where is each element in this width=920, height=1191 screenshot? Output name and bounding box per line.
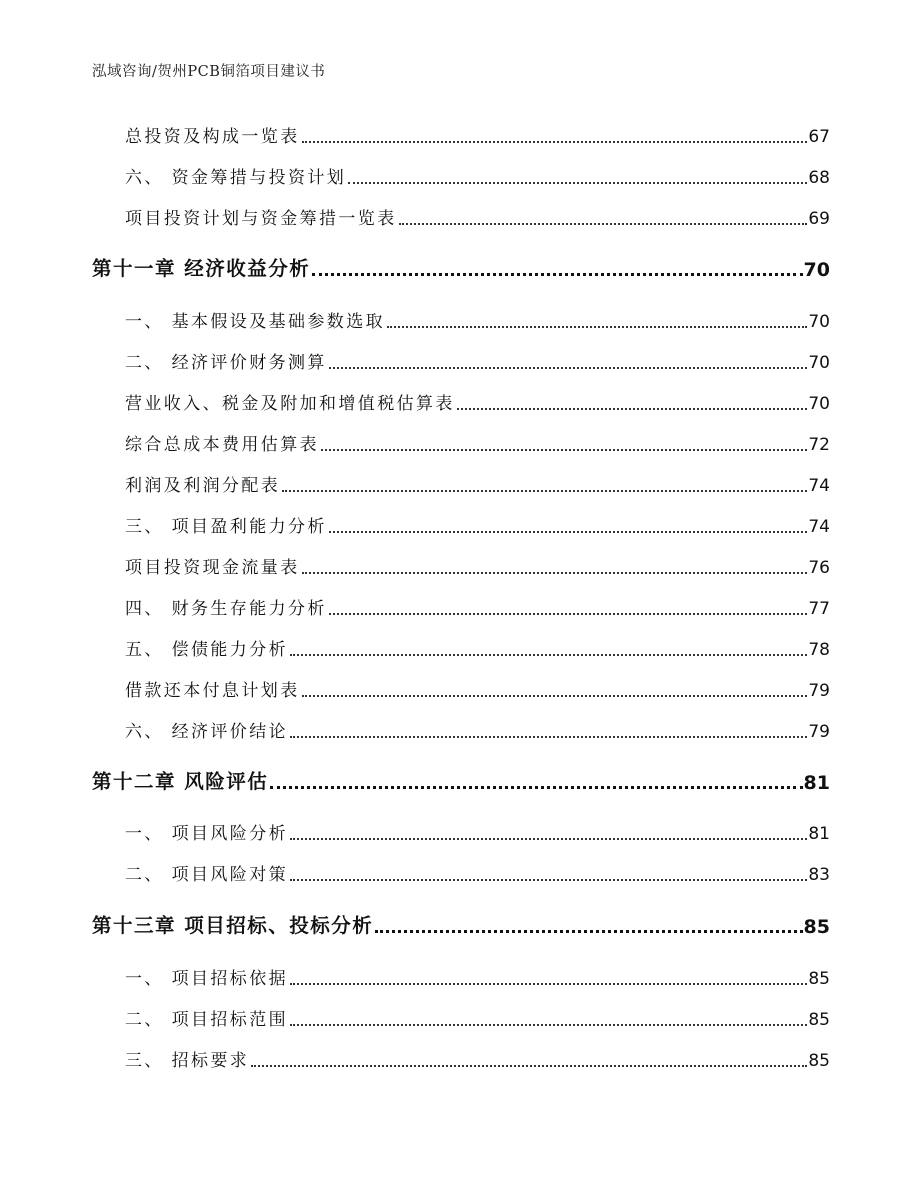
toc-entry[interactable] xyxy=(125,348,830,373)
toc-entry-title: 二、 项目风险对策 xyxy=(125,865,289,885)
toc-entry-title: 五、 偿债能力分析 xyxy=(125,640,289,660)
toc-entry-title: 二、 经济评价财务测算 xyxy=(125,353,327,373)
dot-leader xyxy=(290,637,807,656)
toc-entry-page: 78 xyxy=(808,640,830,660)
toc-entry-page: 69 xyxy=(808,209,830,229)
toc-entry-page: 68 xyxy=(808,168,830,188)
toc-chapter-entry[interactable] xyxy=(92,766,830,794)
dot-leader xyxy=(302,678,808,697)
toc-entry[interactable] xyxy=(125,1046,830,1071)
toc-entry-page: 70 xyxy=(803,259,830,281)
toc-entry-page: 83 xyxy=(808,865,830,885)
toc-entry-title: 一、 项目风险分析 xyxy=(125,824,289,844)
toc-entry-title: 一、 项目招标依据 xyxy=(125,969,289,989)
dot-leader xyxy=(329,350,808,369)
dot-leader xyxy=(312,254,802,277)
toc-entry[interactable] xyxy=(125,819,830,844)
toc-entry[interactable] xyxy=(125,964,830,989)
page-header: 泓域咨询/贺州PCB铜箔项目建议书 xyxy=(92,64,326,80)
dot-leader xyxy=(329,596,808,615)
toc-entry-page: 79 xyxy=(808,681,830,701)
toc-chapter-entry[interactable] xyxy=(92,253,830,281)
dot-leader xyxy=(290,719,807,738)
toc-entry[interactable] xyxy=(125,122,830,147)
toc-entry-page: 85 xyxy=(808,969,830,989)
toc-entry-page: 74 xyxy=(808,517,830,537)
toc-entry-page: 67 xyxy=(808,127,830,147)
dot-leader xyxy=(251,1048,807,1067)
toc-entry[interactable] xyxy=(125,635,830,660)
toc-entry-page: 76 xyxy=(808,558,830,578)
dot-leader xyxy=(282,473,807,492)
dot-leader xyxy=(270,767,802,790)
dot-leader xyxy=(321,432,807,451)
toc-entry-title: 第十二章 风险评估 xyxy=(92,770,269,793)
toc-entry[interactable] xyxy=(125,163,830,188)
toc-entry-page: 70 xyxy=(808,312,830,332)
toc-entry-title: 三、 招标要求 xyxy=(125,1051,250,1071)
dot-leader xyxy=(290,821,807,840)
dot-leader xyxy=(375,911,802,934)
toc-entry-page: 85 xyxy=(808,1010,830,1030)
toc-entry-page: 70 xyxy=(808,353,830,373)
toc-entry[interactable] xyxy=(125,389,830,414)
toc-entry-title: 二、 项目招标范围 xyxy=(125,1010,289,1030)
dot-leader xyxy=(302,124,808,143)
toc-entry-page: 74 xyxy=(808,476,830,496)
toc-entry-page: 81 xyxy=(808,824,830,844)
toc-entry-page: 70 xyxy=(808,394,830,414)
toc-entry-title: 三、 项目盈利能力分析 xyxy=(125,517,327,537)
toc-entry-page: 81 xyxy=(803,772,830,794)
toc-entry[interactable] xyxy=(125,860,830,885)
toc-entry-title: 第十三章 项目招标、投标分析 xyxy=(92,914,374,937)
dot-leader xyxy=(457,391,808,410)
toc-entry-title: 六、 资金筹措与投资计划 xyxy=(125,168,347,188)
toc-entry-title: 六、 经济评价结论 xyxy=(125,722,289,742)
toc-entry[interactable] xyxy=(125,1005,830,1030)
toc-entry[interactable] xyxy=(125,717,830,742)
toc-entry[interactable] xyxy=(125,430,830,455)
dot-leader xyxy=(399,206,808,225)
toc-entry-page: 85 xyxy=(808,1051,830,1071)
toc-entry-page: 77 xyxy=(808,599,830,619)
toc-entry-title: 综合总成本费用估算表 xyxy=(125,435,319,455)
toc-entry-title: 一、 基本假设及基础参数选取 xyxy=(125,312,386,332)
toc-entry-title: 项目投资现金流量表 xyxy=(125,558,300,578)
toc-entry-title: 借款还本付息计划表 xyxy=(125,681,300,701)
toc-entry-page: 85 xyxy=(803,916,830,938)
toc-entry-page: 79 xyxy=(808,722,830,742)
toc-entry[interactable] xyxy=(125,553,830,578)
toc-chapter-entry[interactable] xyxy=(92,910,830,938)
toc-entry-title: 利润及利润分配表 xyxy=(125,476,281,496)
dot-leader xyxy=(290,1007,807,1026)
toc-entry[interactable] xyxy=(125,594,830,619)
dot-leader xyxy=(290,966,807,985)
toc-entry-title: 营业收入、税金及附加和增值税估算表 xyxy=(125,394,455,414)
toc-entry-page: 72 xyxy=(808,435,830,455)
toc-entry-title: 第十一章 经济收益分析 xyxy=(92,257,311,280)
dot-leader xyxy=(387,309,807,328)
toc-entry[interactable] xyxy=(125,676,830,701)
dot-leader xyxy=(290,862,807,881)
dot-leader xyxy=(329,514,808,533)
toc-entry-title: 四、 财务生存能力分析 xyxy=(125,599,327,619)
toc-entry[interactable] xyxy=(125,204,830,229)
dot-leader xyxy=(348,165,807,184)
toc-entry[interactable] xyxy=(125,471,830,496)
toc-entry-title: 总投资及构成一览表 xyxy=(125,127,300,147)
toc-entry[interactable] xyxy=(125,512,830,537)
toc-entry[interactable] xyxy=(125,307,830,332)
dot-leader xyxy=(302,555,808,574)
toc-entry-title: 项目投资计划与资金筹措一览表 xyxy=(125,209,397,229)
